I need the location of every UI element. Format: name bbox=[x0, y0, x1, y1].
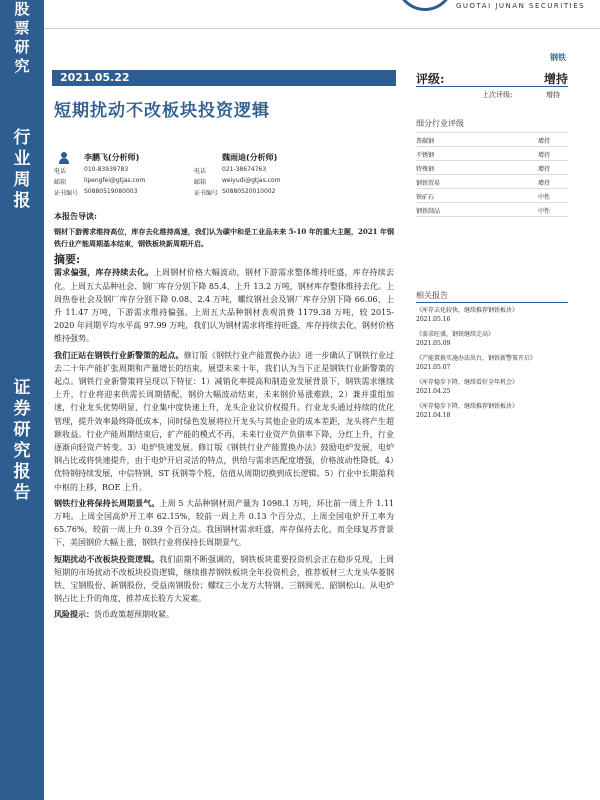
paragraph-new-cycle bbox=[54, 349, 394, 494]
related-report-title[interactable]: 《需求旺盛，钢铁继续走高》 bbox=[416, 331, 495, 338]
sub-industry-rating: 增持 bbox=[538, 152, 551, 159]
report-body bbox=[54, 210, 394, 625]
rating-value: 增持 bbox=[543, 72, 568, 86]
sub-industry-title: 细分行业评级 bbox=[416, 119, 464, 128]
sidebar-research-report-label: 证 券 研 究 报 告 bbox=[13, 378, 31, 503]
cert-label: 证书编号 bbox=[194, 190, 219, 197]
author-phone: 021-38674763 bbox=[222, 166, 267, 173]
email-label: 邮箱 bbox=[54, 179, 67, 186]
sub-industry-rating: 增持 bbox=[538, 138, 551, 145]
paragraph-text: 我们前期不断强调的，钢铁板块重要投资机会正在稳步兑现，上周短期的市场扰动不改板块投资逻辑，继续推荐钢铁板块全年投资机会，推荐板材三大龙头华菱钢铁、宝钢股份、新钢股份，受益南钢股份；螺纹三小龙方大特钢、三钢闽光、韶钢松山。从电炉钢占比上升的角度，推荐成长股方大炭素。 bbox=[54, 554, 395, 604]
related-report-date: 2021.05.09 bbox=[416, 340, 451, 347]
table-row bbox=[416, 202, 568, 217]
date-bar bbox=[52, 70, 396, 86]
rating-label: 评级: bbox=[416, 72, 445, 86]
related-report-date: 2021.04.25 bbox=[416, 388, 451, 395]
sidebar-stock-research-label: 股 票 研 究 bbox=[14, 0, 30, 75]
paragraph-heading: 风险提示： bbox=[54, 609, 94, 620]
author-email[interactable]: weiyudi@gtjas.com bbox=[222, 177, 281, 184]
author-name: 李鹏飞(分析师) bbox=[84, 153, 140, 162]
sub-industry-name: 铁矿石 bbox=[416, 194, 435, 201]
rating-divider bbox=[416, 86, 568, 87]
report-date: 2021.05.22 bbox=[60, 71, 130, 84]
phone-label: 电话 bbox=[194, 168, 207, 175]
report-title: 短期扰动不改板块投资逻辑 bbox=[54, 101, 270, 121]
avatar-icon bbox=[58, 152, 70, 164]
paragraph-investment-logic bbox=[54, 553, 394, 606]
paragraph-heading: 钢铁行业将保持长周期景气。 bbox=[54, 497, 160, 508]
related-report-title[interactable]: 《库存去化较快，继续推荐钢铁板块》 bbox=[416, 307, 519, 314]
paragraph-text: 上周 5 大品种钢材周产量为 1098.1 万吨，环比前一周上升 1.11 万吨。上周全国高炉开工率 62.15%，较前一周上升 0.13 个百分点，上周全国电炉开工率为 65.76%，较前一周上升 0.39 个百分点。我国钢材需求旺盛，库存保持去化，而全球复苏背景下，美国钢价大幅上涨，钢铁行业将保持长周期景气。 bbox=[54, 498, 395, 548]
previous-rating-label: 上次评级: bbox=[482, 91, 513, 99]
table-row bbox=[416, 132, 568, 146]
table-row bbox=[416, 174, 568, 188]
email-label: 邮箱 bbox=[194, 179, 207, 186]
securities-name: GUOTAI JUNAN SECURITIES bbox=[456, 2, 586, 10]
table-row bbox=[416, 188, 568, 202]
sub-industry-name: 普碳钢 bbox=[416, 138, 435, 145]
paragraph-prosperity bbox=[54, 497, 394, 550]
sub-industry-name: 不锈钢 bbox=[416, 152, 435, 159]
paragraph-text: 上周钢材价格大幅波动，钢材下游需求整体维持旺盛，库存持续去化。上周五大品种社会、钢厂库存分别下降 85.4、上升 13.2 万吨，钢材库存整体维持去化。上周热卷社会及钢厂库存分别下降 0.08、2.4 万吨，螺纹钢社会及钢厂库存分别下降 66.06、上升 11.47 万吨，下游需求维持偏强。上周五大品种钢材表观消费 1179.38 万吨，较 2015-2020 年同期平均水平高 97.99 万吨，我们认为钢材需求将维持旺盛，库存持续去化，钢材价格维持强势。 bbox=[54, 268, 395, 344]
sidebar-weekly-report-label: 行 业 周 报 bbox=[13, 128, 31, 211]
author-phone: 010-83939783 bbox=[84, 166, 129, 173]
left-sidebar bbox=[0, 0, 44, 800]
related-divider bbox=[416, 302, 568, 303]
related-report-title[interactable]: 《库存稳步下降，继续推荐钢铁板块》 bbox=[416, 403, 519, 410]
list-item[interactable] bbox=[416, 306, 572, 324]
sub-industry-rating: 中性 bbox=[538, 194, 551, 201]
related-report-date: 2021.05.16 bbox=[416, 316, 451, 323]
authors-block bbox=[54, 146, 394, 196]
paragraph-heading: 短期扰动不改板块投资逻辑。 bbox=[54, 553, 160, 564]
table-row bbox=[416, 146, 568, 160]
guide-text: 钢材下游需求维持高位，库存去化维持高速，我们认为碳中和是工业品未来 5-10 年的重大主题，2021 年钢铁行业产能周期基本结束，钢铁板块新周期开启。 bbox=[54, 227, 394, 249]
paragraph-text: 修订版《钢铁行业产能置换办法》进一步确认了钢铁行业过去二十年产能扩张周期和产量增长的结束，展望未来十年，我们认为当下正是钢铁行业新警策的起点。钢铁行业新警策将呈现以下特征：1）减销化率提高和制造业发展背景下，钢铁需求继续上升，行业将迎来供需长周期错配，钢价大幅波动结束，未来钢价易涨难跌，2）兼并重组加速，行业龙头优势明显，行业集中度快速上升，龙头企业议价权提升。行业龙头通过持续的优化管理，提升效率最终降低成本，同时绿色发展将拉开龙头与其他企业的成本差距，龙头将产生超额收益。行业产能周期结束后，扩产能的模式不再，未来行业资产负债率下降，分红上升，行业逐渐向轻资产转变。3）电炉快速发展。修订版《钢铁行业产能置换办法》鼓励电炉发展，电炉钢占比或将快速提升，由于电炉开启灵活的特点，供给与需求匹配度增强，价格波动性降低。4）优特钢持续发展，中信特钢，ST 抚钢等个股，估值从周期切换到成长逻辑。5）行业中长期盈利中枢的上移，ROE 上升。 bbox=[54, 350, 394, 492]
author-name: 魏雨迪(分析师) bbox=[222, 153, 278, 162]
sub-industry-rating: 增持 bbox=[538, 166, 551, 173]
author-cert: S0880520010002 bbox=[222, 188, 276, 195]
sub-industry-table bbox=[416, 132, 568, 217]
summary-title: 摘要: bbox=[54, 253, 81, 267]
paragraph-risk bbox=[54, 608, 394, 621]
sub-industry-name: 特殊钢 bbox=[416, 166, 435, 173]
table-row bbox=[416, 160, 568, 174]
related-reports-list bbox=[416, 306, 572, 426]
list-item[interactable] bbox=[416, 330, 572, 348]
list-item[interactable] bbox=[416, 354, 572, 372]
industry-tag: 钢铁 bbox=[550, 52, 566, 62]
author-cert: S0880519080003 bbox=[84, 188, 138, 195]
paragraph-heading: 需求偏强，库存持续去化。 bbox=[54, 267, 154, 278]
paragraph-heading: 我们正站在钢铁行业新警策的起点。 bbox=[54, 349, 184, 360]
sub-industry-name: 钢铁贸易 bbox=[416, 180, 441, 187]
list-item[interactable] bbox=[416, 402, 572, 420]
sub-industry-rating: 中性 bbox=[538, 208, 551, 215]
related-report-title[interactable]: 《库存稳步下降，继续看好全年机会》 bbox=[416, 379, 519, 386]
cert-label: 证书编号 bbox=[54, 190, 79, 197]
paragraph-text: 货币政策超预期收紧。 bbox=[94, 610, 174, 620]
related-report-date: 2021.04.18 bbox=[416, 412, 451, 419]
paragraph-demand bbox=[54, 266, 394, 345]
sub-industry-rating: 增持 bbox=[538, 180, 551, 187]
previous-rating-value: 增持 bbox=[546, 91, 560, 99]
related-report-title[interactable]: 《产能置换实施办法出台，钢铁新警策开启》 bbox=[416, 355, 537, 362]
related-reports-title: 相关报告 bbox=[416, 291, 448, 300]
sub-industry-name: 钢铁制品 bbox=[416, 208, 441, 215]
related-report-date: 2021.05.07 bbox=[416, 364, 451, 371]
header-divider bbox=[44, 28, 600, 29]
guide-title: 本报告导读: bbox=[54, 211, 97, 221]
list-item[interactable] bbox=[416, 378, 572, 396]
phone-label: 电话 bbox=[54, 168, 67, 175]
author-email[interactable]: lipengfei@gtjas.com bbox=[84, 177, 146, 184]
